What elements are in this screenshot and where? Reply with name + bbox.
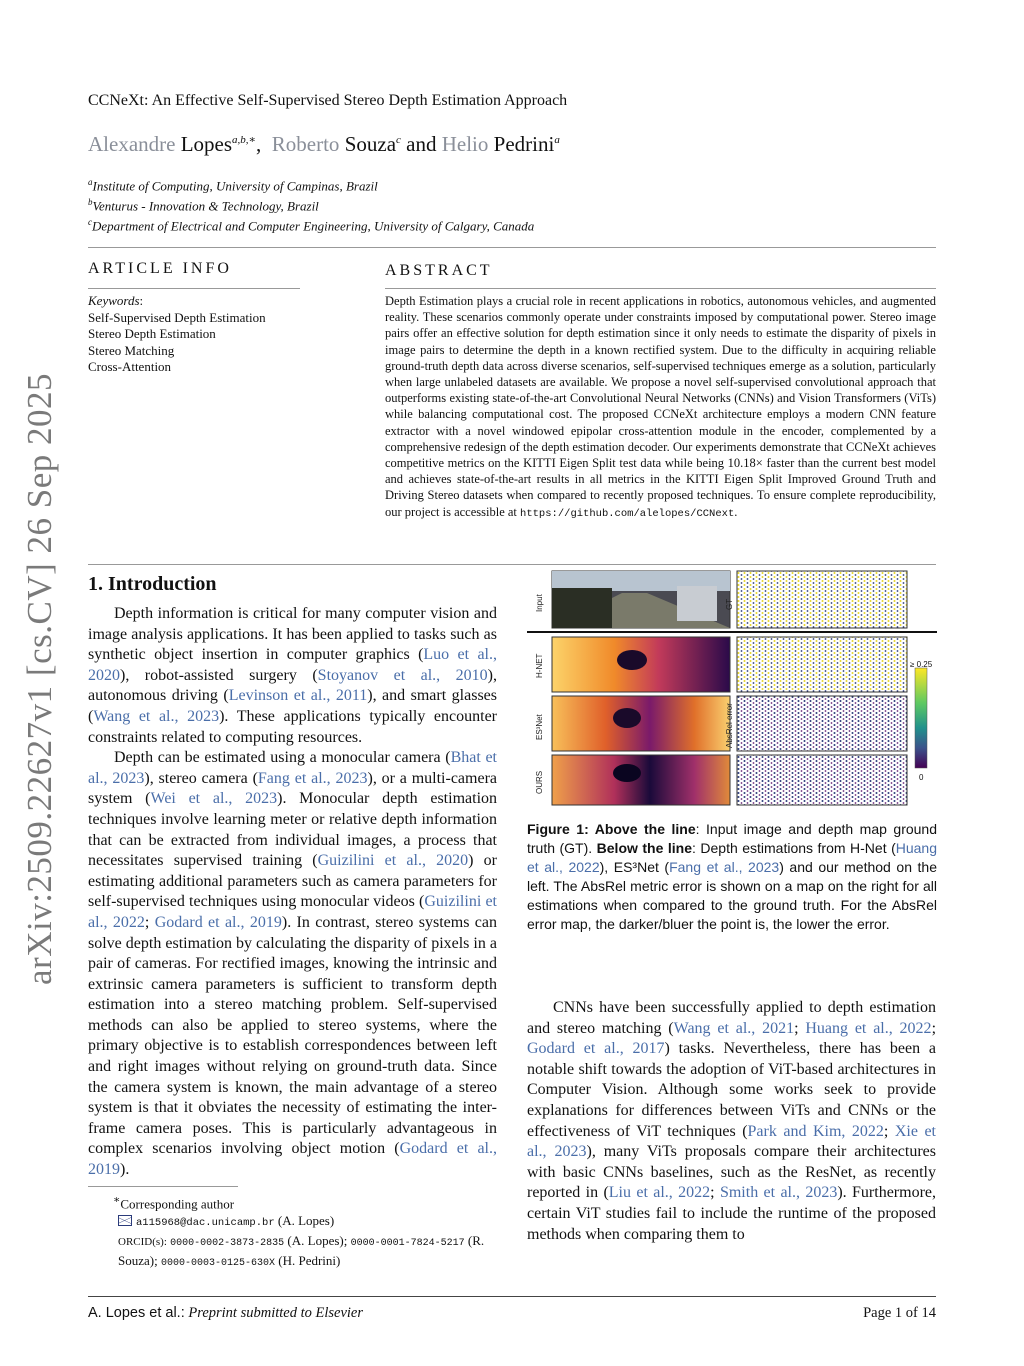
citation-link[interactable]: Smith et al., 2023 xyxy=(719,1184,838,1202)
text-run: ), ES³Net ( xyxy=(599,859,670,875)
paper-title: CCNeXt: An Effective Self-Supervised Stereo Depth Estimation Approach xyxy=(88,92,568,109)
citation-link[interactable]: Godard et al., 2019 xyxy=(88,1140,497,1179)
text-run: CNNs have been successfully applied to depth estimation and stereo matching ( xyxy=(527,999,936,1037)
article-info-heading: ARTICLE INFO xyxy=(88,260,232,277)
author-last-name: Lopes xyxy=(180,132,233,156)
text-run: ), or a multi-camera system ( xyxy=(88,769,498,808)
text-run: ; xyxy=(144,913,155,931)
affiliation-text: Venturus - Innovation & Technology, Brazil xyxy=(92,198,319,214)
orcid-link[interactable]: 0000-0001-7824-5217 xyxy=(350,1238,465,1250)
citation-link[interactable]: Wang et al., 2021 xyxy=(673,1019,795,1037)
abstract-text: Depth Estimation plays a crucial role in recent applications in robotics, autonomous vehicles, and augmented reality. These scenarios commonly operate under constraints imposed by computational power. Stereo image pairs offer an effective solution for depth estimation since it only needs to estimate the disparity of pixels in image pairs to determine the depth in a known rectified system. Due to the difficulty in acquiring reliable ground-truth depth data across diverse scenarios, self-supervised techniques emerge as a solution, particularly when large unlabeled datasets are available. We propose a novel self-supervised convolutional approach that outperforms existing state-of-the-art Convolutional Neural Networks (CNNs) and Vision Transformers (ViTs) while balancing computational cost. The proposed CCNeXt architecture employs a modern CNN feature extractor with a novel windowed epipolar cross-attention module in the encoder, complemented by a comprehensive redesign of the depth estimation decoder. Our experiments demonstrate that CCNeXt achieves competitive metrics on the KITTI Eigen Split test data while being 10.18× faster than the current best model and achieves state-of-the-art results in all metrics in the KITTI Eigen Split Improved Ground Truth and Driving Stereo datasets when compared to recently proposed techniques. To ensure complete reproducibility, our project is accessible at xyxy=(385,294,936,519)
footnote-divider xyxy=(88,1186,238,1187)
citation-link[interactable]: Levinson et al., 2011 xyxy=(228,687,368,705)
envelope-icon xyxy=(118,1215,132,1226)
footer-divider xyxy=(88,1296,936,1297)
author-affiliation-mark: a xyxy=(554,134,560,146)
citation-link[interactable]: Stoyanov et al., 2010 xyxy=(317,666,488,684)
text-run: Depth information is critical for many computer vision and image analysis applications. It has been applied to tasks such as synthetic object insertion in computer graphics ( xyxy=(88,605,497,664)
footnote-mark: ∗ xyxy=(113,1194,121,1206)
keywords-label: Keywords xyxy=(88,293,140,308)
hnet-depth-dark-region xyxy=(617,650,647,670)
text-run: ), many ViTs proposals compare their architectures with basic CNNs baselines, such as the ResNet, as recently reported in ( xyxy=(527,1143,937,1202)
author-email-link[interactable]: a115968@dac.unicamp.br xyxy=(136,1217,275,1230)
corresponding-author-line xyxy=(88,1192,488,1212)
email-owner: (A. Lopes) xyxy=(277,1213,335,1229)
keyword-item: Stereo Matching xyxy=(88,342,175,358)
authors-and: and xyxy=(406,132,437,156)
orcid-link[interactable]: 0000-0002-3873-2835 xyxy=(170,1238,285,1250)
author-list: Alexandre Lopes$^{a,b,∗}$, Roberto Souza$^c$ and Helio Pedrini$^a$ xyxy=(88,132,560,156)
text-run: ), stereo camera ( xyxy=(144,769,258,787)
keywords-label-line: Keywords: xyxy=(88,293,144,308)
citation-link[interactable]: Huang et al., 2022 xyxy=(527,840,938,875)
es3net-depth-dark-region xyxy=(613,708,641,728)
keyword-item: Stereo Depth Estimation xyxy=(88,326,216,341)
text-run: : Depth estimations from H-Net ( xyxy=(692,840,896,856)
citation-link[interactable]: Guizilini et al., 2022 xyxy=(88,893,497,931)
affiliation-text: Institute of Computing, University of Campinas, Brazil xyxy=(92,178,378,194)
text-run: ). In contrast, stereo systems can solve depth estimation by calculating the disparity of pixels in a pair of cameras. For rectified images, knowing the intrinsic and extrinsic camera parameters is sufficient to transform depth estimation into a stereo matching problem. Self-supervised methods can also be applied to stereo systems, where the primary objective is to establish correspondences between left and right images without relying on ground-truth data. Since the camera system is known, the main advantage of a stereo system is that it obviates the necessity of estimating the inter-frame camera poses. This is particularly advantageous in complex scenarios involving object motion ( xyxy=(88,913,498,1158)
affiliation-mark: a xyxy=(88,177,93,187)
footnote xyxy=(88,1192,488,1272)
keyword-item: Self-Supervised Depth Estimation xyxy=(88,309,266,325)
text-run: ; xyxy=(710,1184,720,1202)
figure-1 xyxy=(527,568,937,808)
footer-authors: A. Lopes et al.: xyxy=(88,1305,185,1321)
citation-link[interactable]: Huang et al., 2022 xyxy=(805,1019,932,1037)
affiliation-c xyxy=(88,217,534,234)
text-run: ) and our method on the left. The AbsRel metric error is shown on a map on the right for all estimations when compared to the ground truth. For the AbsRel error map, the darker/bluer the point is, the lower the error. xyxy=(527,859,938,932)
project-url-link[interactable]: https://github.com/alelopes/CCNext xyxy=(520,507,735,520)
text-run: ). xyxy=(120,1161,130,1179)
orcid-line xyxy=(88,1232,488,1272)
es3net-error-tile xyxy=(737,696,907,751)
row-label-ours: OURS xyxy=(535,770,544,794)
figure-1-caption xyxy=(527,820,937,934)
citation-link[interactable]: Luo et al., 2020 xyxy=(88,646,497,684)
bold-text-run: Figure 1: Above the line xyxy=(527,821,696,837)
affiliation-b xyxy=(88,197,319,214)
intro-paragraph-1 xyxy=(88,604,497,748)
input-image-tile xyxy=(552,571,730,628)
text-run: ). Monocular depth estimation techniques involve learning meter or relative depth information that can be extracted from individual images, a process that necessitates supervised training ( xyxy=(88,790,498,870)
author-first-name: Helio xyxy=(441,132,489,156)
author-first-name: Alexandre xyxy=(88,132,176,156)
footer-citation xyxy=(88,1305,363,1322)
text-run: ; xyxy=(794,1019,806,1037)
citation-link[interactable]: Xie et al., 2023 xyxy=(527,1122,937,1161)
row-label-hnet: H-NET xyxy=(535,653,544,678)
author-last-name: Pedrini xyxy=(493,132,555,156)
ours-depth-dark-region xyxy=(613,764,641,782)
label-gt: GT xyxy=(725,598,734,610)
citation-link[interactable]: Godard et al., 2019 xyxy=(154,913,282,931)
hnet-error-tile xyxy=(737,637,907,692)
text-run: ; xyxy=(883,1122,895,1140)
text-run: ). Furthermore, certain ViT studies fail to include the runtime of the proposed methods when comparing them to xyxy=(527,1184,936,1243)
footer-venue: Preprint submitted to Elsevier xyxy=(188,1305,364,1321)
citation-link[interactable]: Guizilini et al., 2020 xyxy=(317,852,469,870)
orcid-owner: (A. Lopes); xyxy=(287,1233,348,1249)
text-run: Depth can be estimated using a monocular camera ( xyxy=(114,749,451,767)
arxiv-identifier: arXiv:2509.22627v1 [cs.CV] 26 Sep 2025 xyxy=(20,372,59,985)
text-run: ), and smart glasses ( xyxy=(88,687,497,725)
text-run: ), autonomous driving ( xyxy=(88,666,497,705)
orcid-link[interactable]: 0000-0003-0125-630X xyxy=(160,1258,275,1270)
error-colorbar xyxy=(915,668,927,768)
colorbar-bottom-label: 0 xyxy=(919,773,924,782)
intro-paragraph-2 xyxy=(88,748,497,1180)
citation-link[interactable]: Wang et al., 2023 xyxy=(93,707,220,725)
author-affiliation-mark: a,b,∗ xyxy=(232,134,257,146)
section-heading-introduction: 1. Introduction xyxy=(88,573,217,595)
text-run: : Input image and depth map ground truth (GT). xyxy=(527,821,938,856)
abstract-end: . xyxy=(734,504,738,519)
page-number: Page 1 of 14 xyxy=(863,1305,936,1321)
article-info-divider xyxy=(88,288,300,289)
orcid-owner: (R. Souza); xyxy=(118,1233,485,1269)
intro-paragraph-3 xyxy=(527,998,936,1245)
corresponding-author-label: Corresponding author xyxy=(120,1196,235,1212)
citation-link[interactable]: Park and Kim, 2022 xyxy=(747,1122,884,1140)
label-absrel-error: AbsRel error xyxy=(725,703,734,748)
ground-truth-tile xyxy=(737,571,907,628)
author-last-name: Souza xyxy=(344,132,397,156)
abstract-bottom-divider xyxy=(88,564,936,565)
citation-link[interactable]: Bhat et al., 2023 xyxy=(88,749,498,787)
text-run: ) or estimating additional parameters such as camera parameters for self-supervised techniques using monocular videos ( xyxy=(88,852,497,911)
abstract-heading: ABSTRACT xyxy=(385,262,493,279)
author-first-name: Roberto xyxy=(271,132,340,156)
colorbar-top-label: ≥ 0.25 xyxy=(910,660,933,669)
citation-link[interactable]: Godard et al., 2017 xyxy=(527,1040,665,1058)
header-divider xyxy=(88,247,936,248)
affiliation-mark: b xyxy=(88,197,93,207)
es3net-depth-tile xyxy=(552,696,730,751)
text-run: ), robot-assisted surgery ( xyxy=(120,666,318,684)
email-line xyxy=(88,1212,488,1232)
abstract-body xyxy=(385,293,936,522)
text-run: ). These applications typically encounter constraints related to computing resources. xyxy=(88,707,497,746)
ours-depth-tile xyxy=(552,755,730,805)
keywords-block xyxy=(88,293,266,376)
row-label-input: Input xyxy=(535,594,544,612)
ours-error-tile xyxy=(737,755,907,805)
text-run: ) tasks. Nevertheless, there has been a notable shift towards the adoption of ViT-based architectures in Computer Vision. Although some works seek to provide explanations for differences between ViTs and CNNs or the effectiveness of ViT techniques ( xyxy=(527,1040,936,1140)
citation-link[interactable]: Fang et al., 2023 xyxy=(257,769,368,787)
keyword-item: Cross-Attention xyxy=(88,359,172,374)
affiliation-a xyxy=(88,177,378,194)
bold-text-run: Below the line xyxy=(596,840,692,856)
right-column-body xyxy=(527,998,936,1245)
affiliation-mark: c xyxy=(88,217,92,227)
citation-link[interactable]: Liu et al., 2022 xyxy=(608,1184,711,1202)
text-run: ; xyxy=(931,1019,937,1037)
abstract-divider xyxy=(385,288,936,289)
author-affiliation-mark: c xyxy=(396,134,401,146)
citation-link[interactable]: Fang et al., 2023 xyxy=(669,859,780,875)
left-column-body xyxy=(88,604,497,1181)
affiliation-text: Department of Electrical and Computer Engineering, University of Calgary, Canada xyxy=(92,218,535,234)
row-label-es3net: ES³Net xyxy=(535,714,544,740)
orcid-label: ORCID(s): xyxy=(118,1236,167,1249)
citation-link[interactable]: Wei et al., 2023 xyxy=(150,790,278,808)
orcid-owner: (H. Pedrini) xyxy=(278,1253,341,1269)
